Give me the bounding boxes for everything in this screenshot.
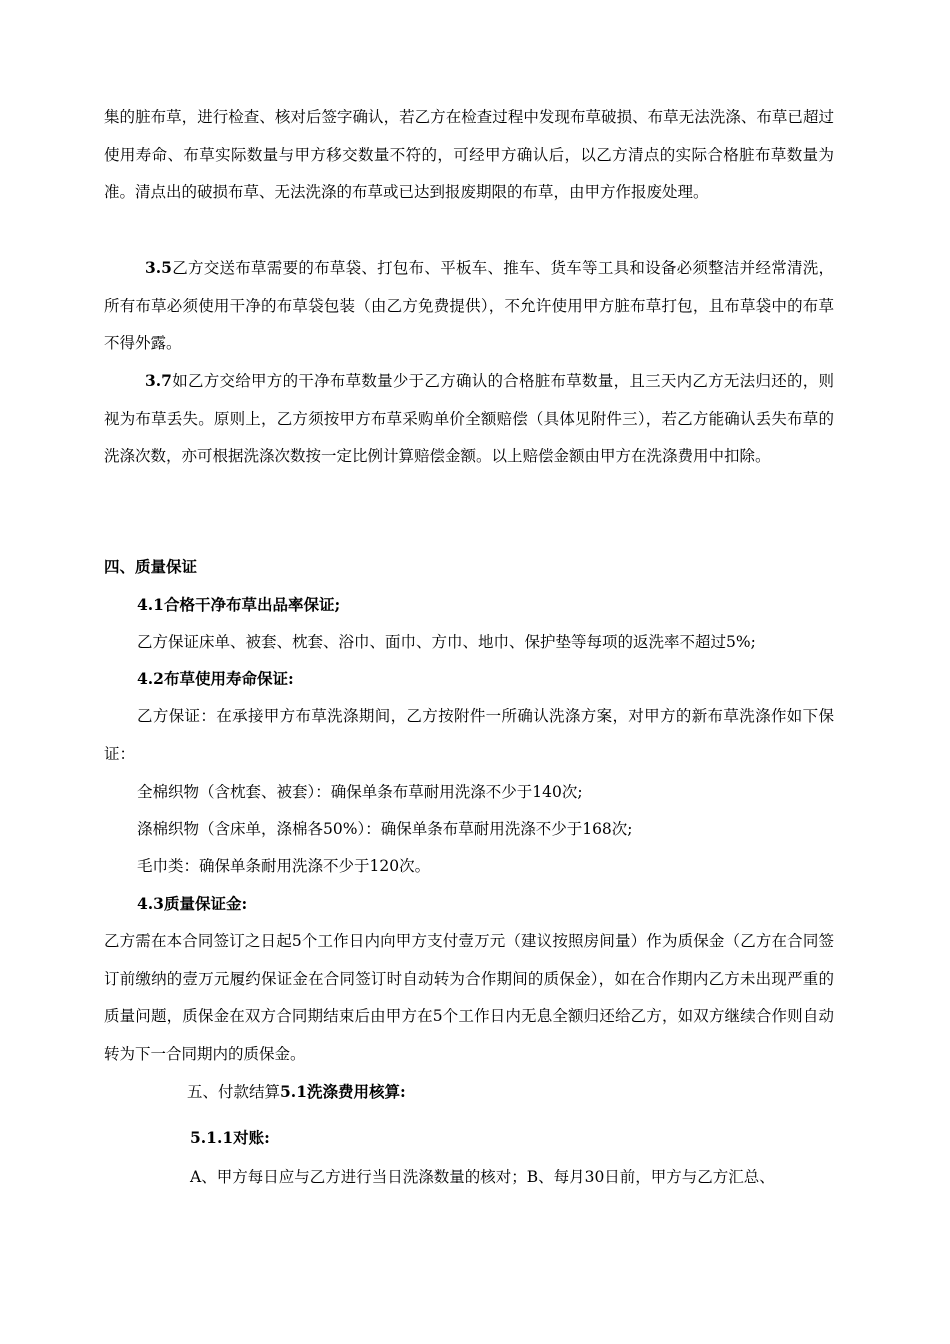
subsection-4-3: 4.3质量保证金: [137,894,248,913]
section-label: 五、付款结算 [187,1083,281,1101]
lifespan-item-cotton: 全棉织物（含枕套、被套）：确保单条布草耐用洗涤不少于140次; [137,783,583,801]
clause-number: 3.7 [145,371,172,390]
section-heading-payment [187,1082,406,1102]
clause-number: 3.5 [145,258,172,277]
subsection-4-1-text: 乙方保证床单、被套、枕套、浴巾、面巾、方巾、地巾、保护垫等每项的返洗率不超过5%; [137,633,756,651]
subsection-5-1: 5.1洗涤费用核算: [280,1082,406,1101]
clause-text: 乙方交送布草需要的布草袋、打包布、平板车、推车、货车等工具和设备必须整洁并经常清洗，所有布草必须使用干净的布草袋包装（由乙方免费提供），不允许使用甲方脏布草打包，且布草袋中的布草不得外露。 [104,259,834,352]
paragraph-3-4-continued: 集的脏布草，进行检查、核对后签字确认，若乙方在检查过程中发现布草破损、布草无法洗涤、布草已超过使用寿命、布草实际数量与甲方移交数量不符的，可经甲方确认后，以乙方清点的实际合格脏布草数量为准。清点出的破损布草、无法洗涤的布草或已达到报废期限的布草，由甲方作报废处理。 [104,108,834,201]
section-heading-quality: 四、质量保证 [104,557,198,576]
paragraph-3-7 [104,362,834,476]
clause-text: 如乙方交给甲方的干净布草数量少于乙方确认的合格脏布草数量，且三天内乙方无法归还的，则视为布草丢失。原则上，乙方须按甲方布草采购单价全额赔偿（具体见附件三），若乙方能确认丢失布草的洗涤次数，亦可根据洗涤次数按一定比例计算赔偿金额。以上赔偿金额由甲方在洗涤费用中扣除。 [104,372,834,465]
subsection-4-3-text: 乙方需在本合同签订之日起5个工作日内向甲方支付壹万元（建议按照房间量）作为质保金（乙方在合同签订前缴纳的壹万元履约保证金在合同签订时自动转为合作期间的质保金），如在合作期内乙方未出现严重的质量问题，质保金在双方合同期结束后由甲方在5个工作日内无息全额归还给乙方，如双方继续合作则自动转为下一合同期内的质保金。 [104,932,834,1063]
lifespan-item-towel: 毛巾类：确保单条耐用洗涤不少于120次。 [137,857,431,875]
subsection-4-2: 4.2布草使用寿命保证: [137,669,294,688]
subsection-4-2-text: 乙方保证：在承接甲方布草洗涤期间，乙方按附件一所确认洗涤方案，对甲方的新布草洗涤作如下保证： [104,707,834,763]
subsection-5-1-1-text: A、甲方每日应与乙方进行当日洗涤数量的核对；B、每月30日前，甲方与乙方汇总、 [190,1168,775,1186]
lifespan-item-poly-cotton: 涤棉织物（含床单，涤棉各50%）：确保单条布草耐用洗涤不少于168次; [137,820,633,838]
subsection-5-1-1: 5.1.1对账: [190,1128,270,1147]
subsection-4-1: 4.1合格干净布草出品率保证; [137,595,341,614]
paragraph-3-5 [104,249,834,363]
